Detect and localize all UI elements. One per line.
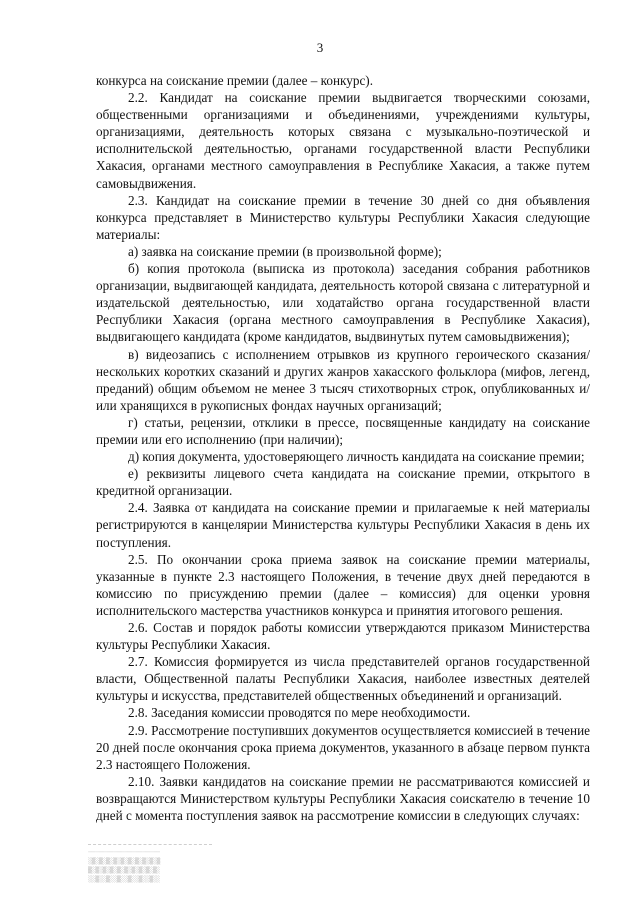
paragraph-2-8: 2.8. Заседания комиссии проводятся по мере необходимости.	[128, 705, 471, 721]
paragraph-2-5: 2.5. По окончании срока приема заявок на соискание премии материалы, указанные в пункте 2.3 настоящего Положения, в течение двух дней передаются в комиссию по присуждению премии (далее – комиссия) для оценки уровня исполнительского мастерства участников конкурса и принятия итогового решения.	[96, 551, 590, 618]
list-item-v: в) видеозапись с исполнением отрывков из крупного героического сказания/ нескольких коротких сказаний и других жанров хакасского фольклора (мифов, легенд, преданий) общим объемом не менее 3 тысяч стихотворных строк, опубликованных и/или хранящихся в рукописных фондах научных организаций;	[96, 346, 590, 413]
paragraph-2-4: 2.4. Заявка от кандидата на соискание премии и прилагаемые к ней материалы регистрируются в канцелярии Министерства культуры Республики Хакасия в день их поступления.	[96, 500, 590, 550]
page-number: 3	[316, 40, 324, 55]
paragraph-continuation: конкурса на соискание премии (далее – конкурс).	[96, 73, 373, 88]
paragraph-2-6: 2.6. Состав и порядок работы комиссии утверждаются приказом Министерства культуры Республики Хакасия.	[96, 620, 590, 653]
paragraph-2-7: 2.7. Комиссия формируется из числа представителей органов государственной власти, Общественной палаты Республики Хакасия, наиболее известных деятелей культуры и искусства, представителей общественных объединений и организаций.	[96, 654, 590, 704]
paragraph-2-2: 2.2. Кандидат на соискание премии выдвигается творческими союзами, общественными организациями и объединениями, учреждениями культуры, организациями, деятельность которых связана с музыкально-поэтической и исполнительской деятельностью, органами государственной власти Республики Хакасия, органами местного самоуправления в Республике Хакасия, а также путем самовыдвижения.	[96, 90, 590, 191]
registration-stamp: ┈┈┈┈┈┈┈┈┈┈┈┈┈┈┈┈┈┈┈┈ ░▒░▒░▒░▒░▒░▒░▒░▒░▒░▒ ▒░▒░▒░▒░▒░▒░▒░▒░▒░▒░ ░░▒░░▒░░▒░░▒░░▒░░▒░░	[88, 844, 212, 896]
paragraph-2-9: 2.9. Рассмотрение поступивших документов осуществляется комиссией в течение 20 дней после окончания срока приема документов, указанного в абзаце первом пункта 2.3 настоящего Положения.	[96, 722, 590, 772]
paragraph-2-3: 2.3. Кандидат на соискание премии в течение 30 дней со дня объявления конкурса представляет в Министерство культуры Республики Хакасия следующие материалы:	[96, 192, 590, 242]
list-item-d: д) копия документа, удостоверяющего личность кандидата на соискание премии;	[128, 449, 585, 465]
list-item-a: а) заявка на соискание премии (в произвольной форме);	[128, 243, 442, 259]
list-item-e: е) реквизиты лицевого счета кандидата на соискание премии, открытого в кредитной организации.	[96, 466, 590, 499]
paragraph-2-10: 2.10. Заявки кандидатов на соискание премии не рассматриваются комиссией и возвращаются Министерством культуры Республики Хакасия соискателю в течение 10 дней с момента поступления заявок на рассмотрение комиссии в следующих случаях:	[96, 773, 590, 824]
list-item-b: б) копия протокола (выписка из протокола) заседания собрания работников организации, выдвигающей кандидата, деятельность которой связана с литературной и издательской деятельностью, или ходатайство органа государственной власти Республики Хакасия (органа местного самоуправления в Республике Хакасия), выдвигающего кандидата (кроме кандидатов, выдвинутых путем самовыдвижения);	[96, 261, 590, 345]
list-item-g: г) статьи, рецензии, отклики в прессе, посвященные кандидату на соискание премии или его исполнению (при наличии);	[96, 414, 590, 447]
document-body	[96, 72, 590, 824]
